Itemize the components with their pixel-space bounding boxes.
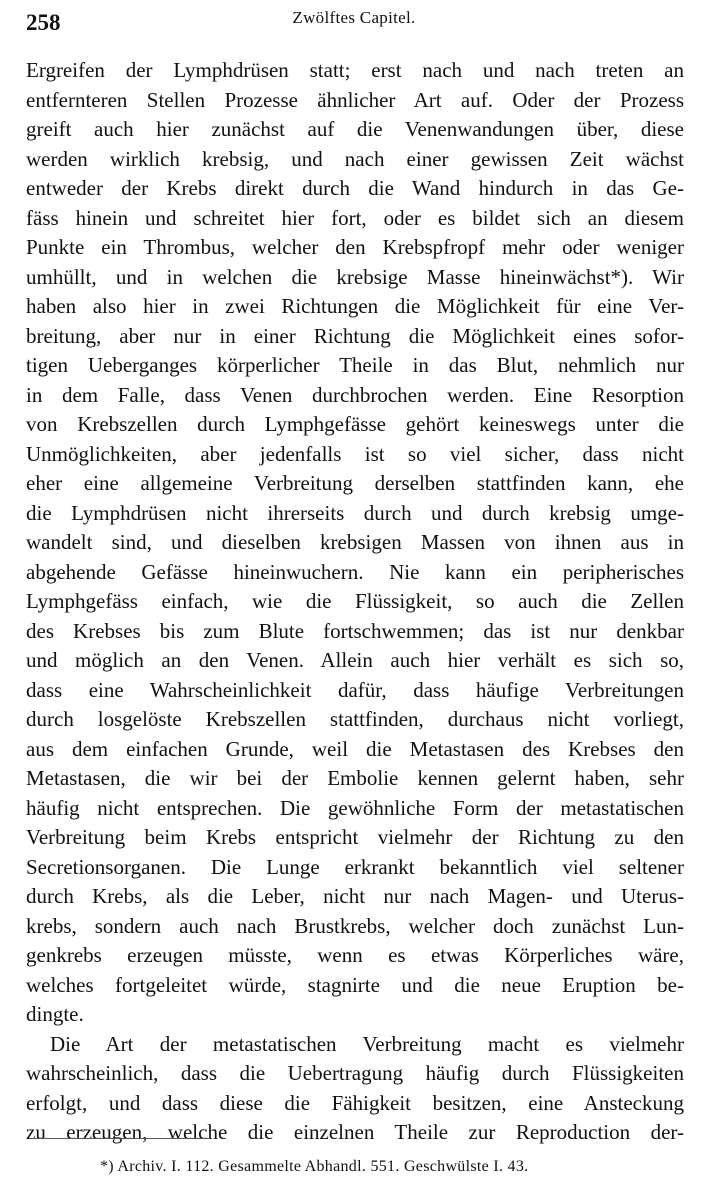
text-line: Punkte ein Thrombus, welcher den Krebspfropf mehr oder weniger xyxy=(26,235,684,259)
text-line: Ergreifen der Lymphdrüsen statt; erst nach und nach treten an xyxy=(26,58,684,82)
footnote-rule xyxy=(30,1138,210,1139)
text-line: haben also hier in zwei Richtungen die Möglichkeit für eine Ver- xyxy=(26,294,684,318)
text-line: in dem Falle, dass Venen durchbrochen werden. Eine Resorption xyxy=(26,382,684,407)
text-line: Secretionsorganen. Die Lunge erkrankt bekanntlich viel seltener xyxy=(26,854,684,879)
text-line: Metastasen, die wir bei der Embolie kennen gelernt haben, sehr xyxy=(26,766,684,790)
page-header xyxy=(26,6,682,36)
text-line: häufig nicht entsprechen. Die gewöhnliche Form der metastatischen xyxy=(26,795,684,820)
footnote: *) Archiv. I. 112. Gesammelte Abhandl. 551. Geschwülste I. 43. xyxy=(100,1158,529,1175)
text-line: von Krebszellen durch Lymphgefässe gehört keineswegs unter die xyxy=(26,412,684,436)
text-line: werden wirklich krebsig, und nach einer gewissen Zeit wächst xyxy=(26,146,684,171)
text-line: dass eine Wahrscheinlichkeit dafür, dass häufige Verbreitungen xyxy=(26,677,684,702)
text-line: entfernteren Stellen Prozesse ähnlicher Art auf. Oder der Prozess xyxy=(26,87,684,112)
text-line: krebs, sondern auch nach Brustkrebs, welcher doch zunächst Lun- xyxy=(26,913,684,938)
text-line: abgehende Gefässe hineinwuchern. Nie kann ein peripherisches xyxy=(26,559,684,584)
text-line: breitung, aber nur in einer Richtung die Möglichkeit eines sofor- xyxy=(26,323,684,348)
text-line: genkrebs erzeugen müsste, wenn es etwas Körperliches wäre, xyxy=(26,943,684,967)
text-line: des Krebses bis zum Blute fortschwemmen; das ist nur denkbar xyxy=(26,618,684,643)
text-line: Die Art der metastatischen Verbreitung macht es vielmehr xyxy=(50,1031,684,1056)
text-line: wahrscheinlich, dass die Uebertragung häufig durch Flüssigkeiten xyxy=(26,1061,684,1085)
text-line: greift auch hier zunächst auf die Venenwandungen über, diese xyxy=(26,117,684,141)
text-line: tigen Ueberganges körperlicher Theile in das Blut, nehmlich nur xyxy=(26,353,684,377)
text-line: umhüllt, und in welchen die krebsige Masse hineinwächst*). Wir xyxy=(26,264,684,289)
text-line: fäss hinein und schreitet hier fort, oder es bildet sich an diesem xyxy=(26,205,684,230)
text-line: Verbreitung beim Krebs entspricht vielmehr der Richtung zu den xyxy=(26,825,684,849)
text-line: die Lymphdrüsen nicht ihrerseits durch und durch krebsig umge- xyxy=(26,500,684,525)
text-line: durch Krebs, als die Leber, nicht nur nach Magen- und Uterus- xyxy=(26,884,684,908)
text-line: erfolgt, und dass diese die Fähigkeit besitzen, eine Ansteckung xyxy=(26,1090,684,1115)
text-line: eher eine allgemeine Verbreitung derselben stattfinden kann, ehe xyxy=(26,471,684,495)
text-line: entweder der Krebs direkt durch die Wand hindurch in das Ge- xyxy=(26,176,684,200)
text-line: Lymphgefäss einfach, wie die Flüssigkeit, so auch die Zellen xyxy=(26,589,684,613)
text-line: Unmöglichkeiten, aber jedenfalls ist so viel sicher, dass nicht xyxy=(26,441,684,466)
text-line: wandelt sind, und dieselben krebsigen Massen von ihnen aus in xyxy=(26,530,684,554)
text-line: welches fortgeleitet würde, stagnirte und die neue Eruption be- xyxy=(26,972,684,997)
text-line: durch losgelöste Krebszellen stattfinden, durchaus nicht vorliegt, xyxy=(26,707,684,731)
text-line: dingte. xyxy=(26,1002,84,1026)
text-line: zu erzeugen, welche die einzelnen Theile zur Reproduction der- xyxy=(26,1120,684,1144)
body-text xyxy=(26,56,684,1148)
running-head: Zwölftes Capitel. xyxy=(292,8,416,27)
text-line: und möglich an den Venen. Allein auch hier verhält es sich so, xyxy=(26,648,684,672)
text-line: aus dem einfachen Grunde, weil die Metastasen des Krebses den xyxy=(26,736,684,761)
page-number: 258 xyxy=(26,10,61,35)
